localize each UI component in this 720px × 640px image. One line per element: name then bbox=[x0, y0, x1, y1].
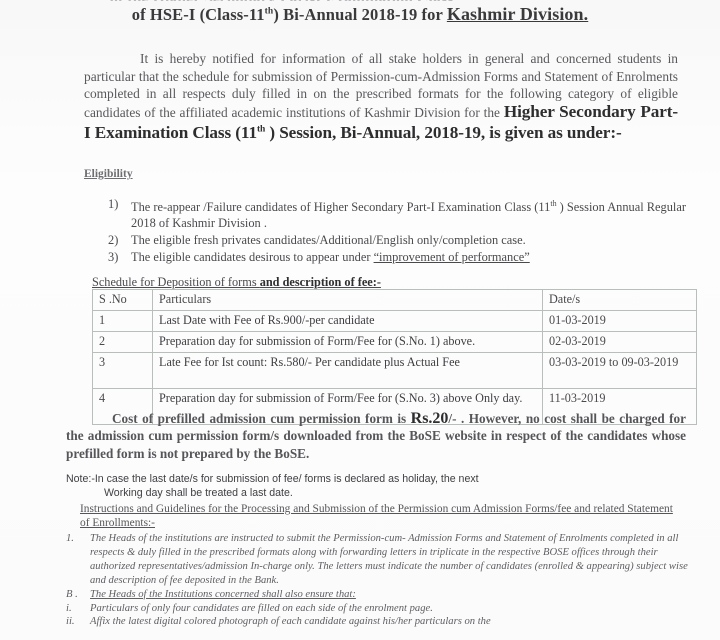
notification-lead-text: It is hereby notified for information of all stake holders in general and concerned students in particular that the schedule for submission of Permission-cum-Admission Forms and Statement of Enrolments completed in all respects duly filled in on the prescribed formats for the following category of eligible candidates of the affiliated academic institutions of Kashmir Division for the bbox=[84, 51, 678, 120]
cell-particulars: Late Fee for Ist count: Rs.580/- Per candidate plus Actual Fee bbox=[153, 353, 543, 389]
instruction-text: Particulars of only four candidates are filled on each side of the enrolment page. bbox=[90, 602, 433, 614]
table-row bbox=[93, 332, 697, 353]
prefilled-form-cost-amount: Rs.20 bbox=[410, 410, 449, 427]
instruction-text: Affix the latest digital colored photograph of each candidate against his/her particulars on the bbox=[90, 616, 491, 628]
column-header-sno: S .No bbox=[93, 290, 153, 311]
eligibility-item-number: 1) bbox=[108, 197, 119, 211]
table-row bbox=[93, 353, 697, 389]
note-line-1: Note:-In case the last date/s for submission of fee/ forms is declared as holiday, the next bbox=[66, 473, 479, 485]
table-header bbox=[93, 290, 697, 311]
eligibility-item-text bbox=[131, 196, 686, 231]
eligibility-heading: Eligibility bbox=[84, 168, 133, 180]
cell-sno: 2 bbox=[93, 332, 153, 353]
instructions-list bbox=[66, 532, 691, 629]
eligibility-item-superscript: th bbox=[550, 199, 557, 208]
list-item bbox=[66, 532, 691, 588]
cell-dates: 11-03-2019 bbox=[543, 389, 697, 425]
schedule-heading-plain: Schedule for Deposition of forms bbox=[92, 275, 260, 289]
instruction-text: The Heads of the institutions are instructed to submit the Permission-cum- Admission Forms and Statement of Enrolments completed in all respects & duly filled in the prescribed formats along with forwarding letters in triplicate in the respective BOSE offices through their authorized representatives/admission In-charge only. The letters must indicate the number of candidates (enrolled & appearing) subject wise and description of fee deposited in the Bank. bbox=[90, 533, 688, 586]
list-item bbox=[108, 249, 686, 265]
table-body bbox=[93, 311, 697, 425]
list-item bbox=[66, 615, 691, 629]
cell-dates: 01-03-2019 bbox=[543, 311, 697, 332]
improvement-of-performance-underlined: “improvement of performance” bbox=[373, 250, 530, 265]
list-item bbox=[66, 602, 691, 616]
emphasis-superscript: th bbox=[256, 124, 266, 135]
emphasis-text-1: Higher Secondary Part-I Examination Class (11 bbox=[84, 101, 678, 143]
list-item bbox=[108, 196, 686, 231]
eligibility-item-text-b: ) Session Annual Regular 2018 of Kashmir Division . bbox=[131, 200, 686, 231]
title-middle: ) Bi-Annual 2018-19 for bbox=[273, 5, 447, 24]
cell-particulars: Preparation day for submission of Form/Fee for (S.No. 1) above. bbox=[153, 332, 543, 353]
title-division: Kashmir Division. bbox=[446, 4, 589, 24]
eligibility-item-text: The eligible fresh privates candidates/Additional/English only/completion case. bbox=[131, 233, 526, 248]
note-line-2: Working day shall be treated a last date. bbox=[104, 487, 293, 499]
column-header-dates: Date/s bbox=[543, 290, 697, 311]
instructions-heading: Instructions and Guidelines for the Processing and Submission of the Permission cum Admission Forms/fee and related Statement of Enrollments:- bbox=[80, 503, 673, 529]
cell-particulars: Preparation day for submission of Form/Fee for (S.No. 3) above Only day. bbox=[153, 389, 543, 425]
eligibility-item-number: 3) bbox=[108, 250, 119, 265]
page-title bbox=[0, 4, 720, 25]
instruction-marker: 1. bbox=[66, 533, 74, 544]
schedule-heading bbox=[92, 275, 381, 290]
cell-sno: 1 bbox=[93, 311, 153, 332]
cost-text-2: /- . However, no cost shall be charged for the admission cum permission form/s downloaded from the BoSE website in respect of the candidates whose prefilled form is not prepared by the BoSE. bbox=[66, 411, 686, 461]
table-header-row bbox=[93, 290, 697, 311]
cell-particulars: Last Date with Fee of Rs.900/-per candidate bbox=[153, 311, 543, 332]
instruction-text: The Heads of the Institutions concerned shall also ensure that: bbox=[90, 588, 356, 600]
clipped-header-line bbox=[110, 0, 670, 1]
list-item bbox=[66, 588, 691, 602]
instruction-marker: B . bbox=[66, 588, 78, 600]
list-item bbox=[108, 232, 686, 248]
instruction-marker: i. bbox=[66, 602, 72, 614]
schedule-heading-bold: and description of fee:- bbox=[259, 275, 381, 289]
cost-paragraph bbox=[66, 410, 686, 462]
eligibility-item-text bbox=[131, 249, 686, 265]
table-row bbox=[93, 311, 697, 332]
fee-schedule-table bbox=[92, 289, 697, 425]
title-superscript: th bbox=[264, 6, 274, 17]
eligibility-item-text-a: The eligible candidates desirous to appear under bbox=[131, 250, 374, 265]
eligibility-item-number: 2) bbox=[108, 233, 119, 248]
emphasis-text-2: ) Session, Bi-Annual, 2018-19, is given as under:- bbox=[265, 123, 622, 143]
column-header-particulars: Particulars bbox=[153, 290, 543, 311]
eligibility-item-text-a: The re-appear /Failure candidates of Higher Secondary Part-I Examination Class (11 bbox=[131, 200, 551, 215]
cell-sno: 4 bbox=[93, 389, 153, 425]
cost-text-1: Cost of prefilled admission cum permission form is bbox=[112, 411, 411, 426]
cell-dates: 03-03-2019 to 09-03-2019 bbox=[543, 353, 697, 389]
cell-sno: 3 bbox=[93, 353, 153, 389]
title-prefix: of HSE-I (Class-11 bbox=[131, 5, 265, 24]
eligibility-list bbox=[108, 196, 686, 266]
holiday-note bbox=[66, 472, 686, 500]
notification-paragraph bbox=[84, 50, 678, 143]
cell-dates: 02-03-2019 bbox=[543, 332, 697, 353]
instruction-marker: ii. bbox=[66, 616, 75, 628]
